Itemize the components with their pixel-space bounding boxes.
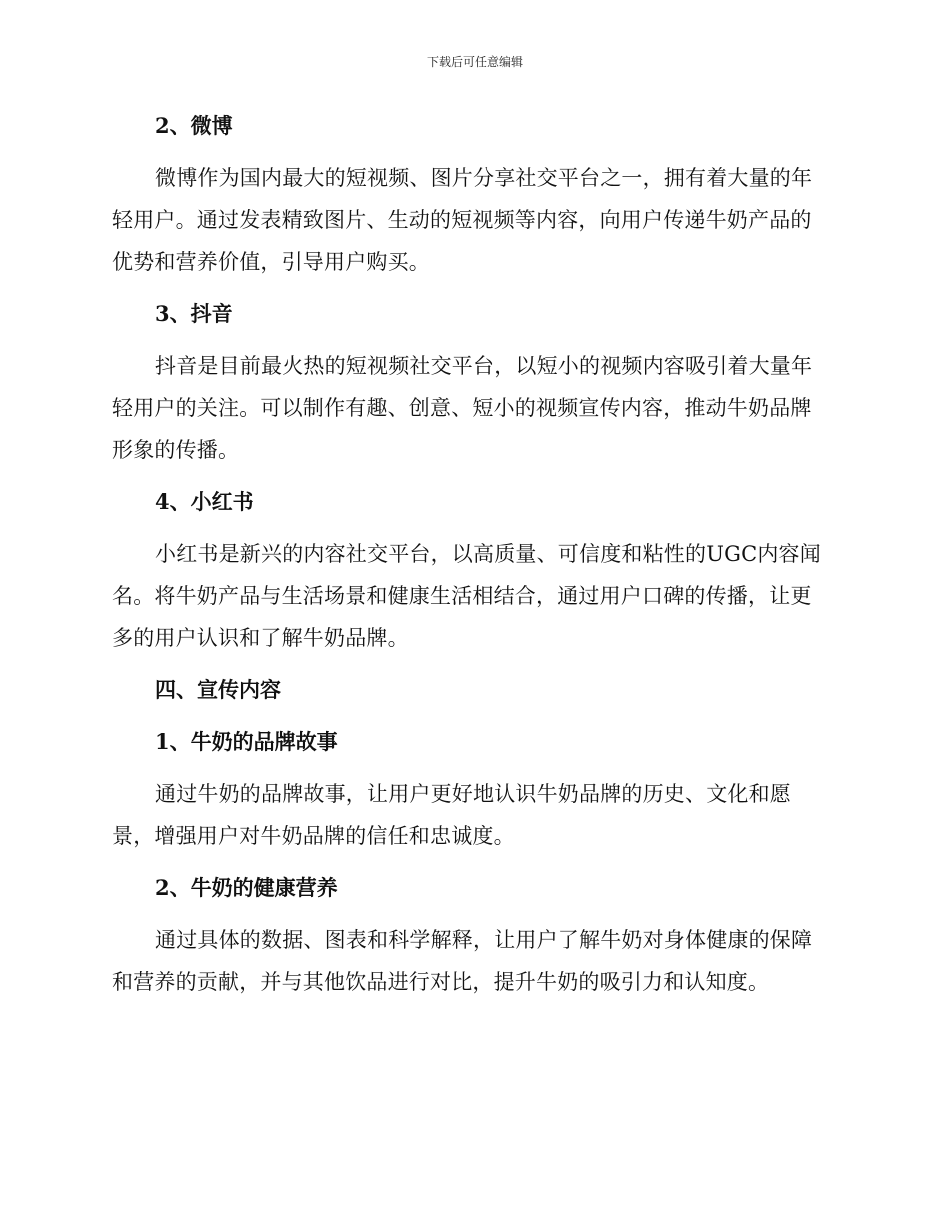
section-heading-xiaohongshu: 4、小红书	[155, 489, 254, 514]
paragraph-weibo: 微博作为国内最大的短视频、图片分享社交平台之一，拥有着大量的年轻用户。通过发表精致图片、生动的短视频等内容，向用户传递牛奶产品的优势和营养价值，引导用户购买。	[112, 166, 813, 274]
section-heading-promotion-content: 四、宣传内容	[155, 677, 281, 702]
paragraph-brand-story: 通过牛奶的品牌故事，让用户更好地认识牛奶品牌的历史、文化和愿景，增强用户对牛奶品牌的信任和忠诚度。	[112, 782, 791, 848]
document-body	[112, 105, 832, 1013]
paragraph-douyin: 抖音是目前最火热的短视频社交平台，以短小的视频内容吸引着大量年轻用户的关注。可以制作有趣、创意、短小的视频宣传内容，推动牛奶品牌形象的传播。	[112, 354, 813, 462]
paragraph-health-nutrition: 通过具体的数据、图表和科学解释，让用户了解牛奶对身体健康的保障和营养的贡献，并与其他饮品进行对比，提升牛奶的吸引力和认知度。	[112, 928, 813, 994]
section-heading-douyin: 3、抖音	[155, 301, 233, 326]
section-heading-brand-story: 1、牛奶的品牌故事	[155, 729, 338, 754]
section-heading-health-nutrition: 2、牛奶的健康营养	[155, 875, 338, 900]
page-header: 下载后可任意编辑	[426, 55, 523, 69]
paragraph-xiaohongshu: 小红书是新兴的内容社交平台，以高质量、可信度和粘性的UGC内容闻名。将牛奶产品与生活场景和健康生活相结合，通过用户口碑的传播，让更多的用户认识和了解牛奶品牌。	[112, 542, 821, 650]
section-heading-weibo: 2、微博	[155, 113, 233, 138]
